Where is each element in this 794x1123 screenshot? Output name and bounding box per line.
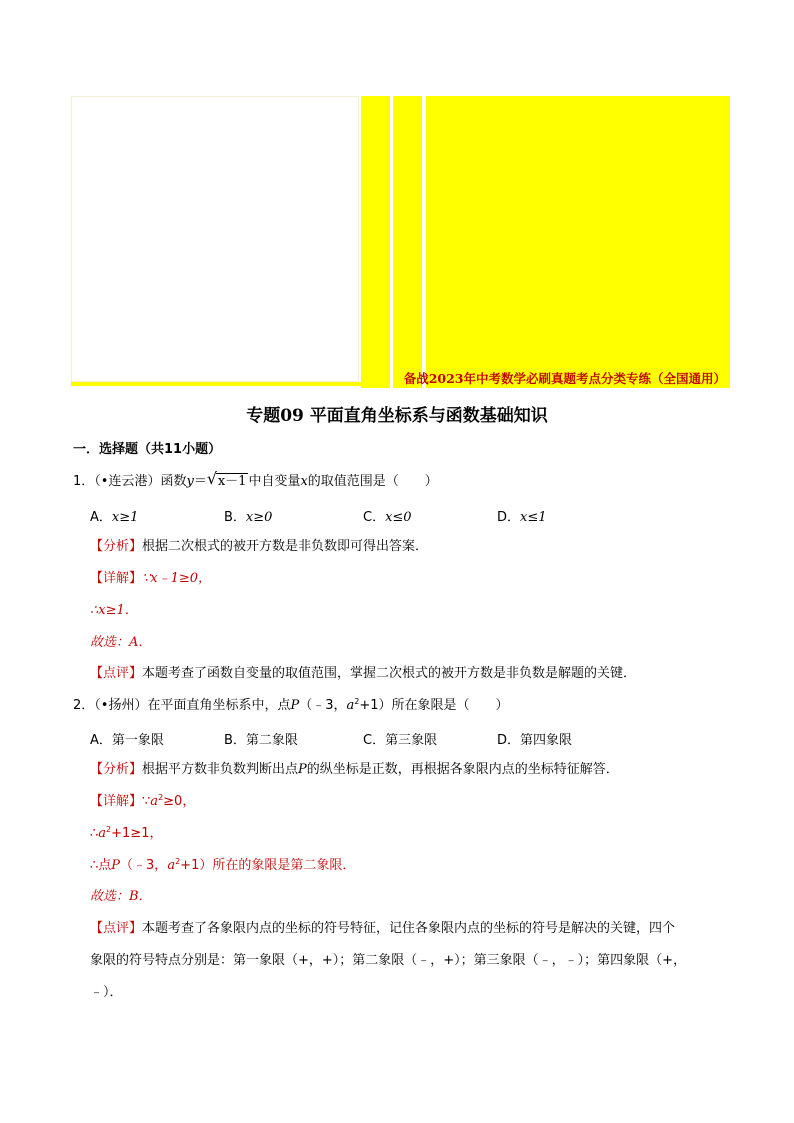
question-2-stem: 2．（•扬州）在平面直角坐标系中，点P（﹣3，$a^2+1$）所在象限是（ ）: [73, 697, 509, 713]
banner-yellow-block: [426, 96, 730, 388]
banner-yellow-bar: [393, 96, 422, 388]
q2-comment-1: 【点评】本题考查了各象限内点的坐标的符号特征，记住各象限内点的坐标的符号是解决的关键，四个: [90, 921, 676, 936]
q2-detail-3: ∴点P（﹣3，$a^2+1$）所在的象限是第二象限．: [90, 857, 356, 873]
q1-detail-2: ∴x≥1．: [90, 603, 138, 618]
banner-tagline: 备战2023年中考数学必刷真题考点分类专练（全国通用）: [403, 371, 726, 386]
banner-blank-panel: [71, 96, 359, 382]
q2-option-c: C．第三象限: [363, 733, 438, 748]
q2-detail-2: $\therefore a^2+1\ge 1$，: [90, 825, 163, 841]
q1-option-d: D．x≤1: [497, 510, 547, 525]
section-heading: 一．选择题（共11小题）: [73, 442, 222, 457]
q2-detail-1: 【详解】$\because a^2\ge 0$，: [90, 793, 196, 809]
document-title: 专题09 平面直角坐标系与函数基础知识: [246, 406, 548, 426]
q2-comment-3: ﹣）．: [90, 985, 123, 1000]
header-banner: [71, 96, 730, 388]
q1-analysis: 【分析】根据二次根式的被开方数是非负数即可得出答案．: [90, 539, 429, 554]
q1-detail-1: 【详解】∵x﹣1≥0，: [90, 571, 212, 586]
q1-option-a: A．x≥1: [90, 510, 139, 525]
q2-option-a: A．第一象限: [90, 733, 164, 748]
q2-option-b: B．第二象限: [224, 733, 298, 748]
banner-yellow-bar: [361, 96, 390, 388]
q1-answer: 故选：A．: [90, 635, 152, 650]
q2-answer: 故选：B．: [90, 889, 152, 904]
q1-comment: 【点评】本题考查了函数自变量的取值范围，掌握二次根式的被开方数是非负数是解题的关键．: [90, 666, 637, 681]
q2-option-d: D．第四象限: [497, 733, 573, 748]
q1-option-c: C．x≤0: [363, 510, 412, 525]
q1-option-b: B．x≥0: [224, 510, 273, 525]
q2-comment-2: 象限的符号特点分别是：第一象限（+，+）；第二象限（﹣，+）；第三象限（﹣，﹣）；第四象限（+，: [90, 953, 687, 968]
sqrt-expression: √ x－1: [206, 469, 247, 489]
q2-analysis: 【分析】根据平方数非负数判断出点P的纵坐标是正数，再根据各象限内点的坐标特征解答．: [90, 762, 619, 777]
question-1-stem: 1．（•连云港）函数y＝ √ x－1 中自变量x的取值范围是（ ）: [73, 469, 438, 489]
banner-underline: [71, 382, 361, 386]
